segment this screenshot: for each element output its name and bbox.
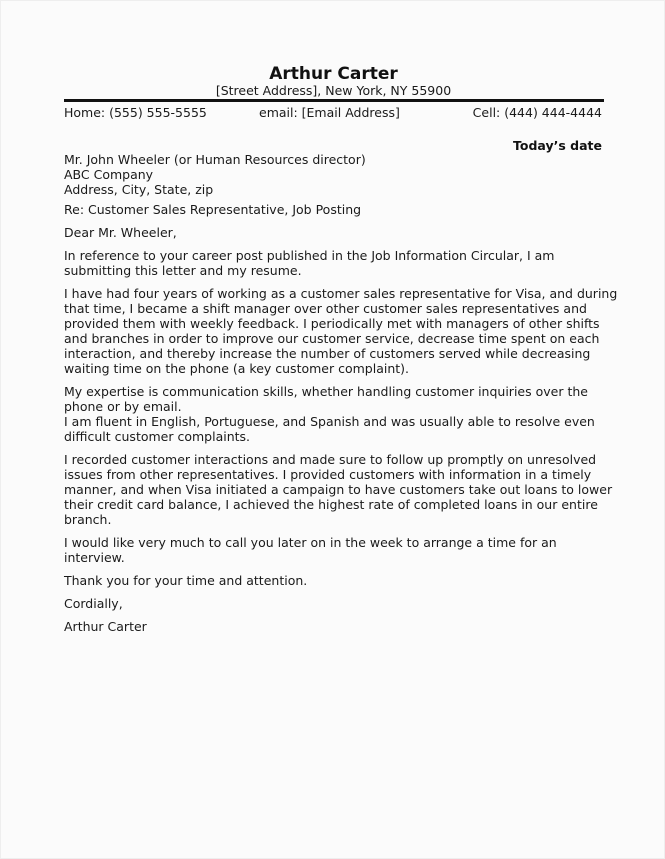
subject-line: Re: Customer Sales Representative, Job Posting [64, 202, 362, 217]
paragraph [64, 248, 624, 278]
letter-body [64, 152, 624, 634]
cell-phone: Cell: (444) 444-4444 [472, 105, 602, 120]
paragraph-line: issues from other representatives. I provided customers with information in a timely [64, 467, 592, 482]
paragraph-line: I have had four years of working as a customer sales representative for Visa, and during [64, 286, 618, 301]
closing: Cordially, [64, 596, 123, 611]
paragraph-line: interview. [64, 550, 125, 565]
paragraph [64, 384, 624, 444]
email-address: email: [Email Address] [259, 105, 400, 120]
recipient-address: Address, City, State, zip [64, 182, 214, 197]
letter-date: Today’s date [513, 138, 602, 153]
paragraph-line: waiting time on the phone (a key customer complaint). [64, 361, 410, 376]
signature: Arthur Carter [64, 619, 147, 634]
paragraph-line: branch. [64, 512, 112, 527]
paragraph-line: interaction, and thereby increase the number of customers served while decreasing [64, 346, 591, 361]
paragraph-line: phone or by email. [64, 399, 182, 414]
sender-address: [Street Address], New York, NY 55900 [215, 83, 452, 98]
home-phone: Home: (555) 555-5555 [64, 105, 207, 120]
paragraph-line: provided them with weekly feedback. I periodically met with managers of other shifts [64, 316, 600, 331]
sender-name: Arthur Carter [269, 64, 398, 84]
paragraph-line: I recorded customer interactions and made sure to follow up promptly on unresolved [64, 452, 597, 467]
paragraph-line: manner, and when Visa initiated a campaign to have customers take out loans to lower [64, 482, 613, 497]
paragraph-line: I am fluent in English, Portuguese, and Spanish and was usually able to resolve even [64, 414, 595, 429]
paragraph-line: difficult customer complaints. [64, 429, 251, 444]
paragraph-line: My expertise is communication skills, whether handling customer inquiries over the [64, 384, 588, 399]
paragraph-line: and branches in order to improve our customer service, decrease time spent on each [64, 331, 600, 346]
salutation: Dear Mr. Wheeler, [64, 225, 177, 240]
paragraph-line: submitting this letter and my resume. [64, 263, 302, 278]
recipient-company: ABC Company [64, 167, 154, 182]
paragraph-line: that time, I became a shift manager over other customer sales representatives and [64, 301, 587, 316]
paragraph [64, 535, 624, 565]
paragraph-line: their credit card balance, I achieved the highest rate of completed loans in our entire [64, 497, 598, 512]
paragraph [64, 452, 624, 527]
recipient-name: Mr. John Wheeler (or Human Resources director) [64, 152, 366, 167]
paragraph [64, 286, 624, 376]
paragraph-line: I would like very much to call you later on in the week to arrange a time for an [64, 535, 557, 550]
paragraph-line: In reference to your career post published in the Job Information Circular, I am [64, 248, 555, 263]
thanks-line: Thank you for your time and attention. [64, 573, 308, 588]
header-divider [64, 99, 604, 102]
